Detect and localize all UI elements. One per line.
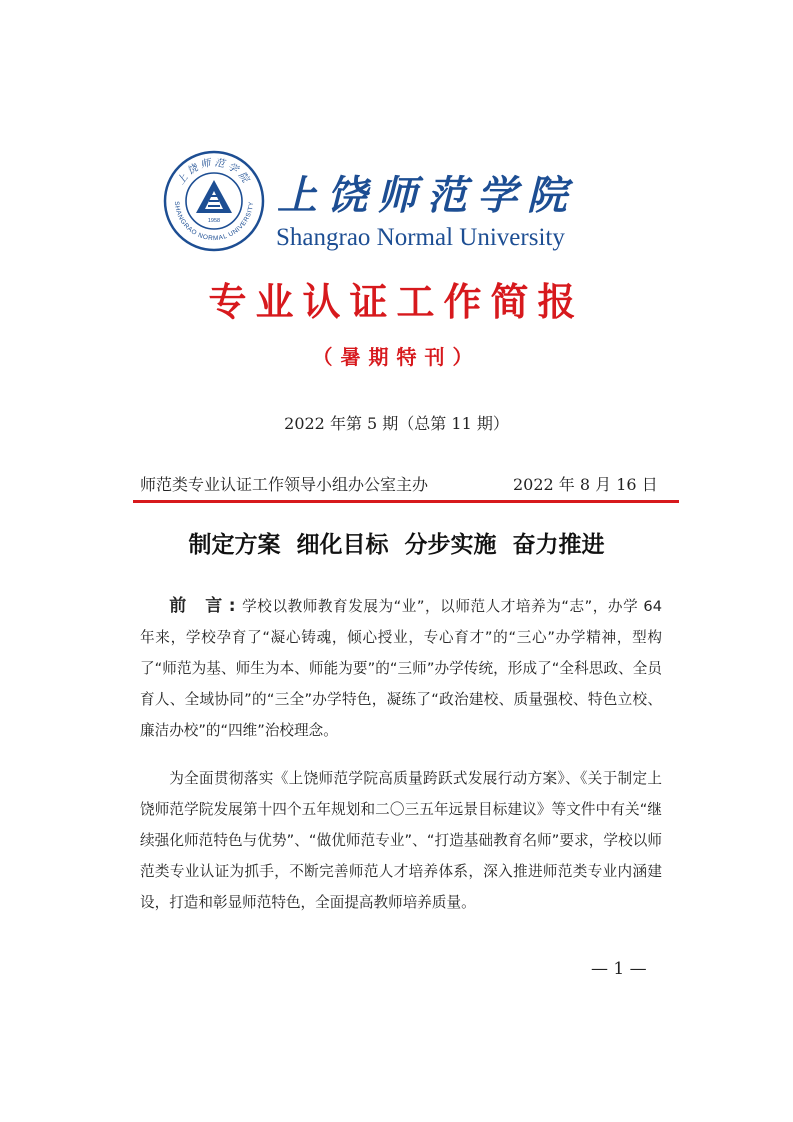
university-name-english: Shangrao Normal University xyxy=(276,224,565,251)
paragraph-2: 为全面贯彻落实《上饶师范学院高质量跨跃式发展行动方案》、《关于制定上饶师范学院发展第十四个五年规划和二〇三五年远景目标建议》等文件中有关“继续强化师范特色与优势”、“做优师范专业”、“打造基础教育名师”要求，学校以师范类专业认证为抓手，不断完善师范人才培养体系，深入推进师范类专业内涵建设，打造和彰显师范特色，全面提高教师培养质量。 xyxy=(140,770,662,911)
paragraph-1-text: 学校以教师教育发展为“业”，以师范人才培养为“志”，办学 64 年来，学校孕育了“凝心铸魂，倾心授业，专心育才”的“三心”办学精神，型构了“师范为基、师生为本、师能为要”的“三师”办学传统，形成了“全科思政、全员育人、全域协同”的“三全”办学特色，凝练了“政治建校、质量强校、特色立校、廉洁办校”的“四维”治校理念。 xyxy=(140,598,662,739)
issue-number: 2022 年第 5 期（总第 11 期） xyxy=(284,414,509,433)
red-divider xyxy=(133,500,679,503)
page-number: — 1 — xyxy=(591,959,647,979)
university-name-chinese: 上饶师范学院 xyxy=(277,172,577,219)
logo-top-text: 上饶师范学院 xyxy=(175,157,253,188)
foreword-colon: : xyxy=(228,596,242,616)
publication-date: 2022 年 8 月 16 日 xyxy=(513,475,658,494)
logo-ring-text: SHANGRAO NORMAL UNIVERSITY xyxy=(172,201,256,243)
article-headline: 制定方案 细化目标 分步实施 奋力推进 xyxy=(188,532,605,558)
logo-year: 1958 xyxy=(207,218,221,224)
university-logo xyxy=(163,150,265,252)
foreword-label: 前 言 xyxy=(169,596,229,616)
foreword-paragraph xyxy=(140,591,662,746)
special-edition-label: （暑期特刊） xyxy=(312,345,481,369)
sponsor-line: 师范类专业认证工作领导小组办公室主办 xyxy=(140,475,429,494)
bulletin-title: 专业认证工作简报 xyxy=(208,280,585,324)
